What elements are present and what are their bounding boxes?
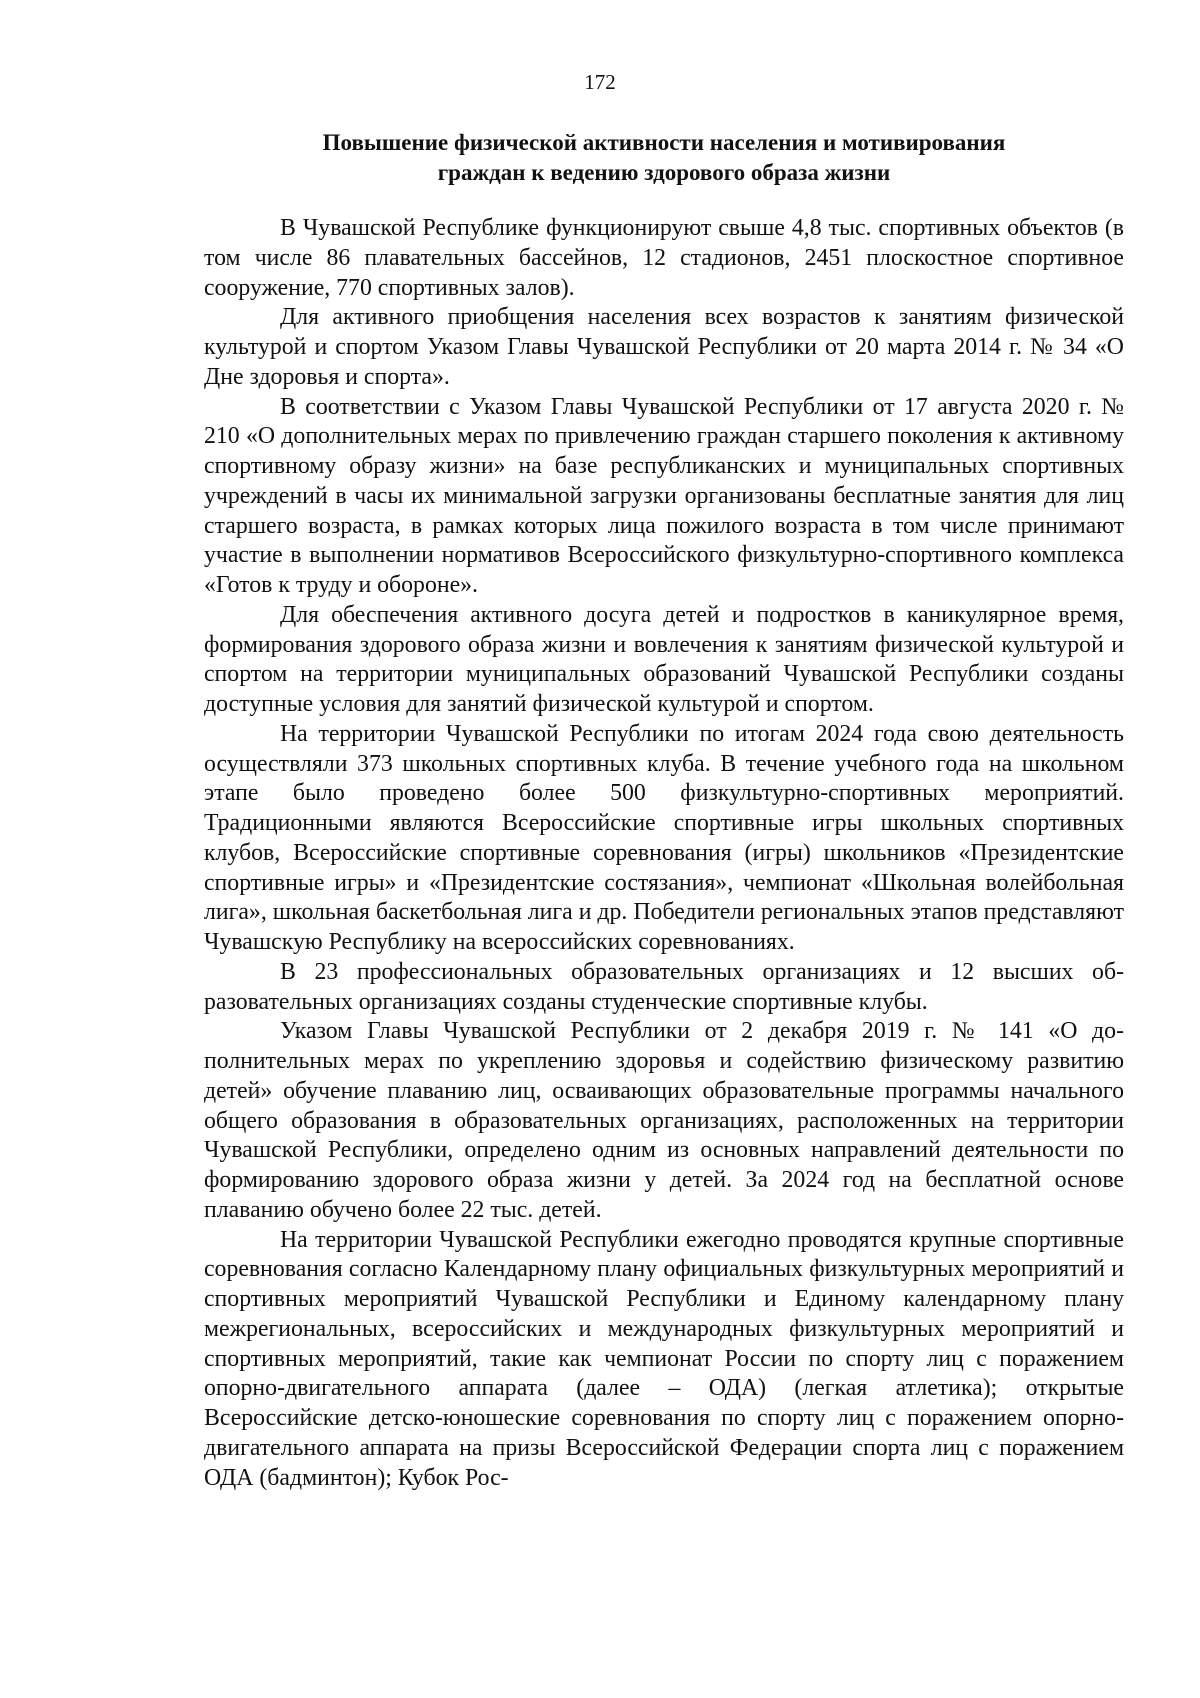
paragraph-senior-citizens: В соответствии с Указом Главы Чувашской Республики от 17 августа 2020 г. № 210 «О дополнительных мерах по привлечению граждан старшего поколения к активному спортивному образу жизни» на базе республиканских и муниципальных спортивных учреждений в часы их минимальной загрузки организованы бесплатные занятия для лиц старшего возраста, в рамках которых лица пожилого возраста в том числе принимают участие в выполнении нормативов Всероссийского физкультурно-спортивного комплекса «Готов к труду и обороне». (204, 393, 1124, 598)
paragraph-school-sports-clubs: На территории Чувашской Республики по итогам 2024 года свою деятельность осуществляли 373 школьных спортивных клуба. В течение учебного года на школьном этапе было проведено более 500 физкультурно-спортивных мероприятий. Традиционными являются Всероссийские спортивные игры школьных спортивных клубов, Всероссийские спортивные соревнования (игры) школьников «Президентские спортивные игры» и «Президентские состязания», чемпионат «Школьная волейбольная лига», школьная баскетбольная лига и др. Победители региональных этапов представляют Чувашскую Республику на всероссийских соревнованиях. (204, 720, 1124, 955)
page-number: 172 (584, 70, 616, 94)
paragraph-swimming-training: Указом Главы Чувашской Республики от 2 декабря 2019 г. № 141 «О дополнительных мерах по укреплению здоровья и содействию физическому развитию детей» обучение плаванию лиц, осваивающих образовательные программы начального общего образования в образовательных организациях, расположенных на территории Чувашской Республики, определено одним из основных направлений деятельности по формированию здорового образа жизни у детей. За 2024 год на бесплатной основе плаванию обучено более 22 тыс. детей. (204, 1018, 1124, 1223)
paragraph-youth-leisure: Для обеспечения активного досуга детей и подростков в каникулярное время, формирования здорового образа жизни и вовлечения к занятиям физической культурой и спортом на территории муниципальных образований Чувашской Республики созданы доступные условия для занятий физической культурой и спортом. (204, 601, 1124, 717)
section-heading-line-1: Повышение физической активности населения и мотивирования (322, 130, 1006, 155)
section-heading-line-2: граждан к ведению здорового образа жизни (437, 160, 891, 185)
paragraph-sports-facilities: В Чувашской Республике функционируют свыше 4,8 тыс. спортивных объектов (в том числе 86 плавательных бассейнов, 12 стадионов, 2451 плоскостное спортивное сооружение, 770 спортивных залов). (204, 215, 1124, 301)
body-text (204, 214, 1124, 1493)
paragraph-student-sports-clubs: В 23 профессиональных образовательных организациях и 12 высших образовательных организациях созданы студенческие спортивные клубы. (204, 958, 1124, 1015)
paragraph-sports-competitions: На территории Чувашской Республики ежегодно проводятся крупные спортивные соревнования согласно Календарному плану официальных физкультурных мероприятий и спортивных мероприятий Чувашской Республики и Единому календарному плану межрегиональных, всероссийских и международных физкультурных мероприятий и спортивных мероприятий, такие как чемпионат России по спорту лиц с поражением опорно-двигательного аппарата (далее – ОДА) (легкая атлетика); открытые Всероссийские детско-юношеские соревнования по спорту лиц с поражением опорно-двигательного аппарата на призы Всероссийской Федерации спорта лиц с поражением ОДА (бадминтон); Кубок Рос- (204, 1226, 1124, 1491)
paragraph-health-day-decree: Для активного приобщения населения всех возрастов к занятиям физической культурой и спортом Указом Главы Чувашской Республики от 20 марта 2014 г. № 34 «О Дне здоровья и спорта». (204, 304, 1124, 390)
section-heading (204, 128, 1124, 188)
